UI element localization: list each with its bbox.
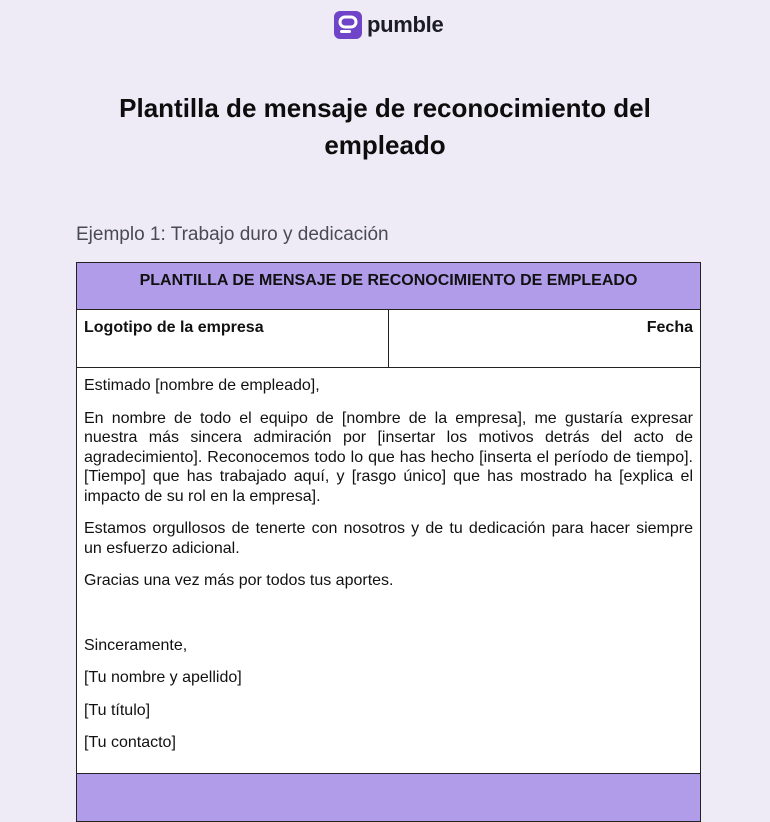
body-paragraph-2: Estamos orgullosos de tenerte con nosotros y de tu dedicación para hacer siempre un esfuerzo adicional.	[84, 520, 693, 557]
template-header-row	[77, 263, 701, 310]
company-logo-label: Logotipo de la empresa	[77, 310, 389, 368]
signature-contact: [Tu contacto]	[84, 734, 176, 751]
template-body-row	[77, 368, 701, 774]
template-footer	[77, 774, 701, 822]
page-title: Plantilla de mensaje de reconocimiento del empleado	[119, 93, 651, 160]
pumble-logo	[334, 11, 443, 39]
template-body	[77, 368, 701, 774]
recognition-template-table	[76, 262, 701, 822]
template-footer-row	[77, 774, 701, 822]
body-paragraph-3: Gracias una vez más por todos tus aportes.	[84, 572, 394, 589]
example-subtitle: Ejemplo 1: Trabajo duro y dedicación	[76, 224, 389, 245]
signature-title: [Tu título]	[84, 701, 151, 719]
signature-name: [Tu nombre y apellido]	[84, 669, 242, 686]
closing: Sinceramente,	[84, 636, 188, 654]
date-label: Fecha	[389, 310, 701, 368]
greeting: Estimado [nombre de empleado],	[84, 377, 320, 394]
pumble-logo-icon	[334, 11, 362, 39]
brand-name: pumble	[367, 12, 444, 37]
template-meta-row	[77, 310, 701, 368]
body-paragraph-1: En nombre de todo el equipo de [nombre de la empresa], me gustaría expresar nuestra más sincera admiración por [insertar los motivos detrás del acto de agradecimiento]. Reconocemos todo lo que has hecho [inserta el período de tiempo]. [Tiempo] que has trabajado aquí, y [rasgo único] que has mostrado ha [explica el impacto de su rol en la empresa].	[84, 409, 693, 505]
template-header: PLANTILLA DE MENSAJE DE RECONOCIMIENTO DE EMPLEADO	[77, 263, 701, 310]
